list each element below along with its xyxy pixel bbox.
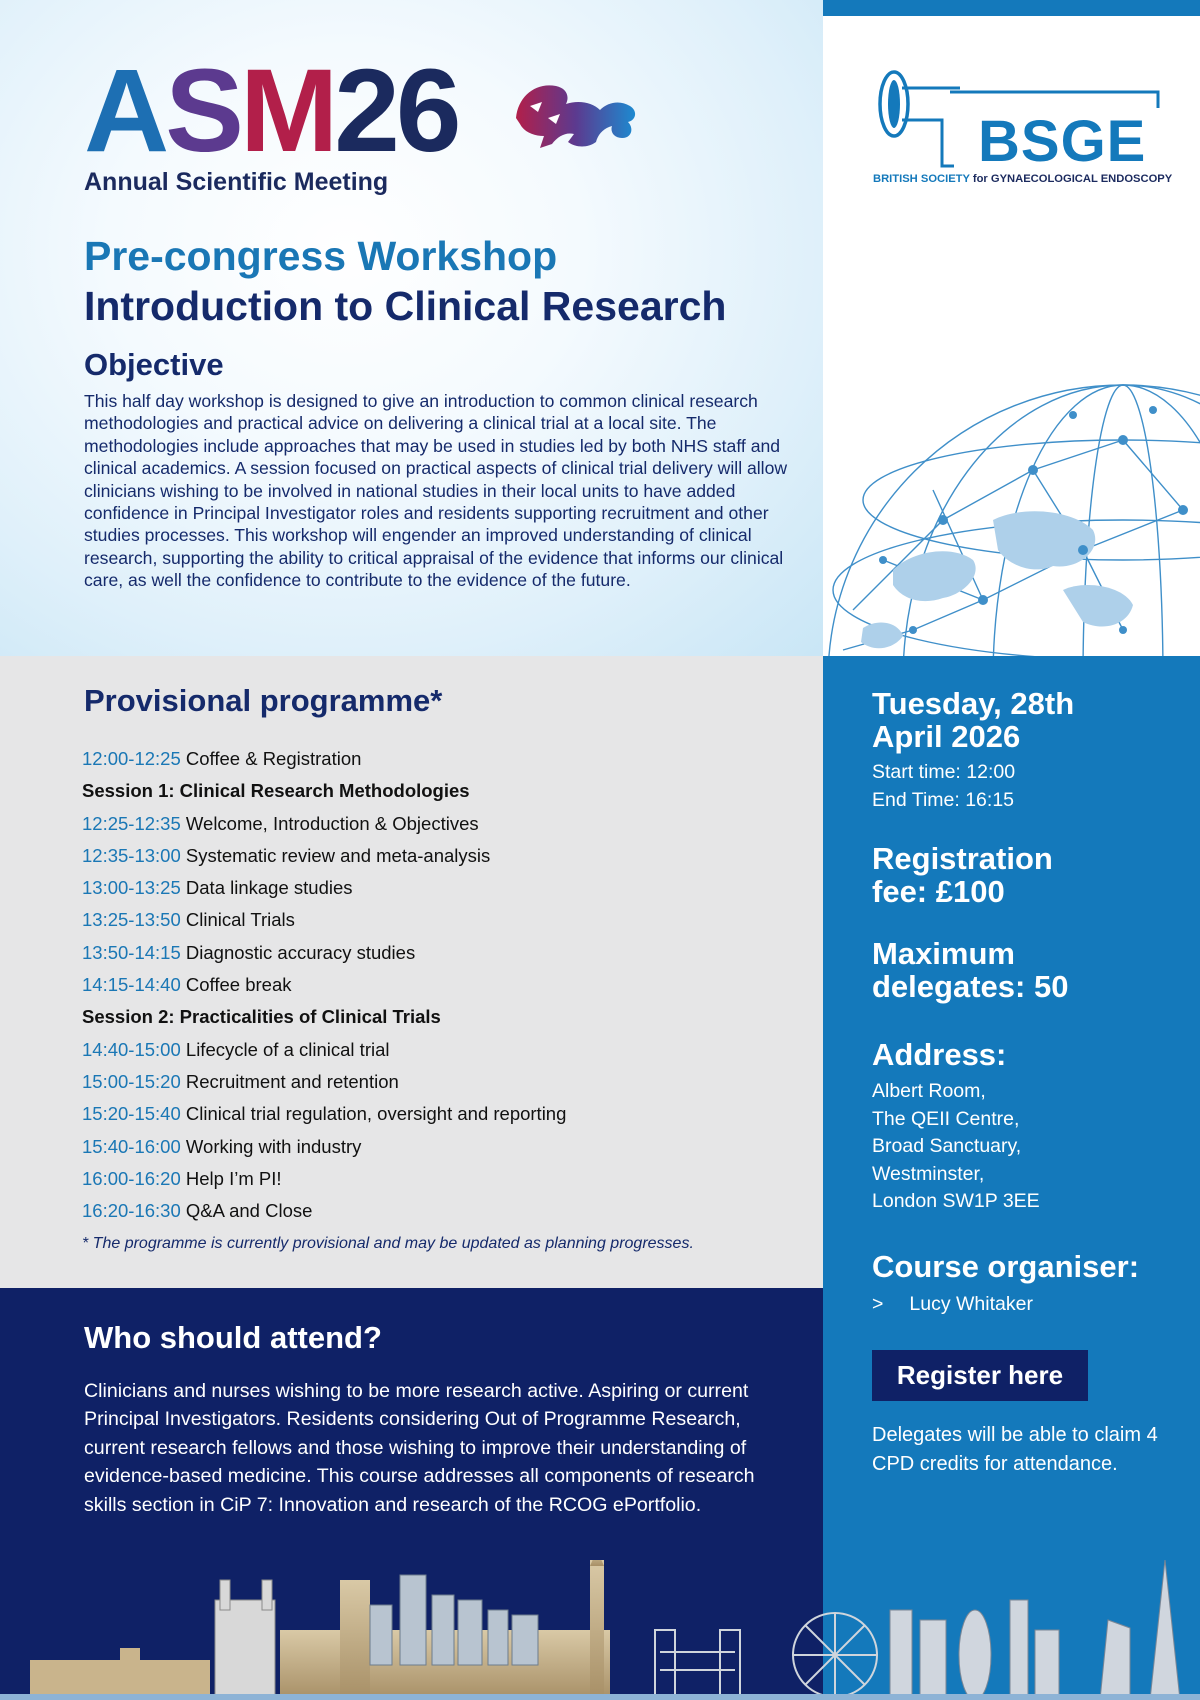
pre-congress-title: Pre-congress Workshop [84, 233, 558, 279]
objective-text: This half day workshop is designed to give an introduction to common clinical research methodologies and practical advice on delivering a clinical trial at a local site. The methodologies include approaches that may be used in studies led by both NHS staff and clinical academics. A session focused on practical aspects of clinical trial delivery will allow clinicians wishing to be involved in national studies in their local units to have added confidence in Principal Investigator roles and residents supporting recruitment and other studies processes. This workshop will engender an improved understanding of clinical research, supporting the ability to critical appraisal of the evidence that informs our clinical care, as well the confidence to contribute to the evidence of the future. [84, 391, 788, 591]
start-time: Start time: 12:00 [872, 761, 1016, 783]
programme-row [82, 1067, 782, 1099]
programme-label: Coffee & Registration [185, 748, 362, 769]
programme-time: 13:00-13:25 [82, 877, 181, 899]
programme-time: 16:20-16:30 [82, 1200, 181, 1222]
address-line: Albert Room, [872, 1080, 986, 1102]
programme-note: * The programme is currently provisional and may be updated as planning progresses. [82, 1235, 694, 1252]
programme-row [82, 1035, 782, 1067]
programme-label: Clinical Trials [185, 909, 295, 931]
objective-heading: Objective [84, 347, 224, 382]
session-heading [82, 776, 782, 808]
address-line: Westminster, [872, 1162, 985, 1185]
registration-fee [872, 842, 1053, 908]
programme-label: Working with industry [185, 1135, 362, 1157]
organiser-name: Lucy Whitaker [909, 1293, 1033, 1315]
asm-subtitle: Annual Scientific Meeting [84, 168, 389, 196]
max-delegates [872, 937, 1068, 1003]
event-date [872, 687, 1074, 753]
programme-row [82, 1196, 782, 1228]
programme-heading: Provisional programme* [84, 683, 443, 718]
who-text: Clinicians and nurses wishing to be more research active. Aspiring or current Principal Investigators. Residents considering Out of Programme Research, current research fellows and those wishing to improve their understanding of evidence-based medicine. This course addresses all components of research skills section in CiP 7: Innovation and research of the RCOG ePortfolio. [84, 1380, 755, 1516]
programme-label: Systematic review and meta-analysis [185, 844, 491, 866]
bsge-logo-text: BSGE [978, 109, 1147, 174]
programme-label: Lifecycle of a clinical trial [185, 1038, 390, 1060]
address-heading: Address: [872, 1037, 1007, 1072]
organiser-heading: Course organiser: [872, 1249, 1140, 1284]
cpd-text: Delegates will be able to claim 4 CPD credits for attendance. [872, 1424, 1158, 1475]
max-line1: Maximum [872, 936, 1015, 971]
programme-time: 14:15-14:40 [82, 974, 181, 996]
bsge-rail [950, 86, 1160, 110]
programme-label: Q&A and Close [185, 1200, 313, 1222]
programme-label: Diagnostic accuracy studies [185, 941, 416, 963]
programme-time: 12:25-12:35 [82, 812, 181, 834]
fee-line2: fee: £100 [872, 874, 1005, 909]
programme-time: 13:25-13:50 [82, 909, 181, 931]
programme-label: Help I’m PI! [185, 1167, 282, 1189]
programme-list [82, 744, 782, 1228]
programme-row [82, 970, 782, 1002]
bsge-name-part2: for GYNAECOLOGICAL ENDOSCOPY [969, 173, 1173, 185]
end-time: End Time: 16:15 [872, 788, 1015, 811]
programme-row [82, 1132, 782, 1164]
programme-label: Session 1: Clinical Research Methodologies [82, 780, 470, 802]
who-heading: Who should attend? [84, 1320, 382, 1355]
session-heading [82, 1002, 782, 1034]
event-times [872, 759, 1015, 814]
programme-time: 15:00-15:20 [82, 1070, 181, 1092]
programme-label: Clinical trial regulation, oversight and reporting [185, 1103, 567, 1125]
programme-label: Data linkage studies [185, 877, 353, 899]
bsge-name-part1: BRITISH SOCIETY [873, 173, 970, 185]
programme-row [82, 809, 782, 841]
event-date-line1: Tuesday, 28th [872, 686, 1075, 721]
address-line: Broad Sanctuary, [872, 1135, 1022, 1157]
register-button[interactable]: Register here [872, 1350, 1088, 1401]
programme-time: 12:35-13:00 [82, 844, 181, 866]
top-accent-bar [823, 0, 1200, 16]
lion-icon [508, 78, 643, 160]
address-line: The QEII Centre, [872, 1107, 1020, 1130]
fee-line1: Registration [872, 841, 1053, 876]
programme-label: Session 2: Practicalities of Clinical Trials [82, 1006, 441, 1028]
programme-label: Welcome, Introduction & Objectives [185, 812, 479, 834]
max-line2: delegates: 50 [872, 969, 1069, 1004]
programme-label: Coffee break [185, 974, 292, 996]
programme-row [82, 1099, 782, 1131]
event-date-line2: April 2026 [872, 719, 1021, 754]
bullet-chevron-icon: > [872, 1293, 884, 1315]
programme-row [82, 938, 782, 970]
hysteroscope-icon [872, 62, 962, 172]
workshop-title: Introduction to Clinical Research [84, 283, 727, 329]
programme-row [82, 905, 782, 937]
address-line: London SW1P 3EE [872, 1190, 1040, 1212]
globe-network-icon [823, 370, 1200, 656]
asm26-logo [84, 45, 458, 177]
asm-year: 26 [334, 45, 458, 177]
programme-time: 13:50-14:15 [82, 941, 181, 963]
asm-wordmark: ASM [84, 45, 335, 177]
bsge-full-name [873, 173, 1172, 185]
programme-row [82, 1164, 782, 1196]
programme-row [82, 744, 782, 776]
organiser-item [872, 1291, 1033, 1319]
london-skyline-icon [0, 1560, 1200, 1700]
programme-label: Recruitment and retention [185, 1070, 399, 1092]
programme-row [82, 873, 782, 905]
programme-time: 12:00-12:25 [82, 748, 181, 769]
programme-row [82, 841, 782, 873]
programme-time: 15:40-16:00 [82, 1135, 181, 1157]
programme-time: 16:00-16:20 [82, 1167, 181, 1189]
address-lines [872, 1078, 1040, 1216]
programme-time: 15:20-15:40 [82, 1103, 181, 1125]
programme-time: 14:40-15:00 [82, 1038, 181, 1060]
